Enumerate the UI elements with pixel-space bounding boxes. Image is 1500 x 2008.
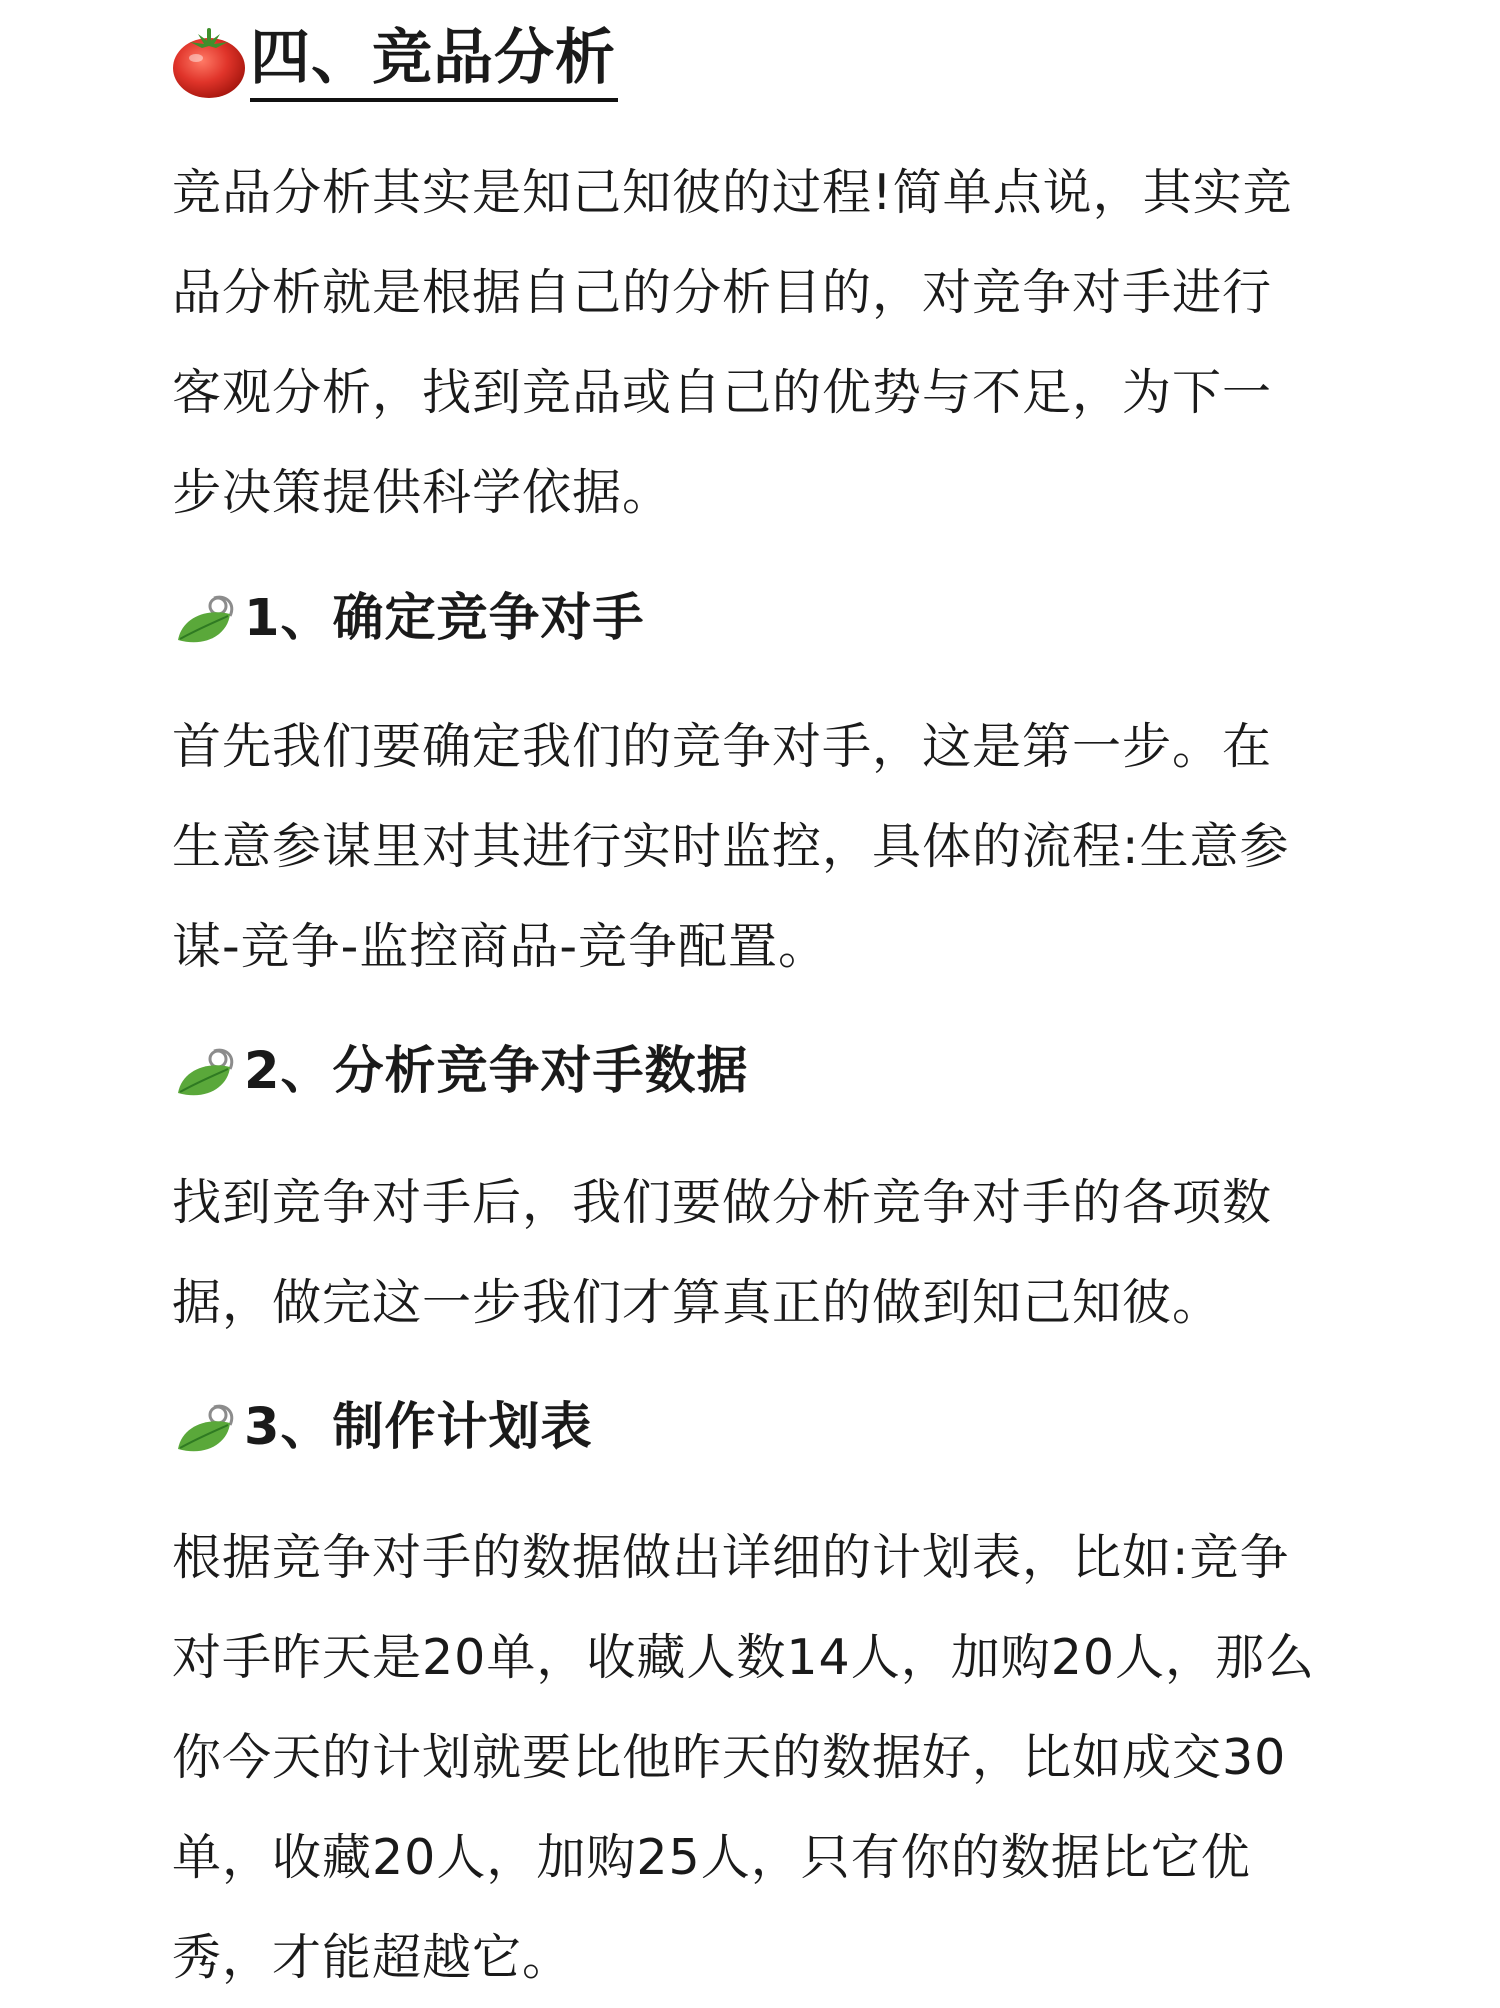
paragraph-line: 对手昨天是20单，收藏人数14人，加购20人，那么: [172, 1629, 1316, 1686]
paragraph-line: 根据竞争对手的数据做出详细的计划表，比如:竞争: [172, 1529, 1290, 1586]
section-3-paragraph: [172, 1508, 1332, 2008]
paragraph-line: 客观分析，找到竞品或自己的优势与不足，为下一: [172, 364, 1273, 421]
paragraph-line: 步决策提供科学依据。: [172, 464, 673, 521]
tomato-icon: [168, 20, 250, 100]
paragraph-line: 生意参谋里对其进行实时监控，具体的流程:生意参: [172, 818, 1290, 875]
paragraph-line: 首先我们要确定我们的竞争对手，这是第一步。在: [172, 718, 1273, 775]
section-heading-2: [172, 1032, 749, 1112]
section-heading-text: 3、制作计划表: [244, 1398, 593, 1457]
section-heading-3: [172, 1388, 593, 1468]
paragraph-line: 秀，才能超越它。: [172, 1929, 573, 1986]
page-title-row: [168, 20, 618, 100]
section-heading-text: 1、确定竞争对手: [244, 589, 645, 648]
paragraph-line: 竞品分析其实是知己知彼的过程!简单点说，其实竞: [172, 164, 1293, 221]
section-1-paragraph: [172, 697, 1332, 997]
paragraph-line: 找到竞争对手后，我们要做分析竞争对手的各项数: [172, 1174, 1273, 1231]
leaf-icon: [172, 1393, 242, 1463]
paragraph-line: 品分析就是根据自己的分析目的，对竞争对手进行: [172, 264, 1273, 321]
section-2-paragraph: [172, 1153, 1332, 1353]
section-heading-1: [172, 579, 645, 659]
section-heading-text: 2、分析竞争对手数据: [244, 1042, 749, 1101]
paragraph-line: 你今天的计划就要比他昨天的数据好，比如成交30: [172, 1729, 1287, 1786]
paragraph-line: 单，收藏20人，加购25人，只有你的数据比它优: [172, 1829, 1251, 1886]
page-title: 四、竞品分析: [250, 18, 618, 102]
intro-paragraph: [172, 143, 1332, 543]
paragraph-line: 据，做完这一步我们才算真正的做到知己知彼。: [172, 1274, 1223, 1331]
paragraph-line: 谋-竞争-监控商品-竞争配置。: [172, 918, 829, 975]
leaf-icon: [172, 1037, 242, 1107]
leaf-icon: [172, 584, 242, 654]
